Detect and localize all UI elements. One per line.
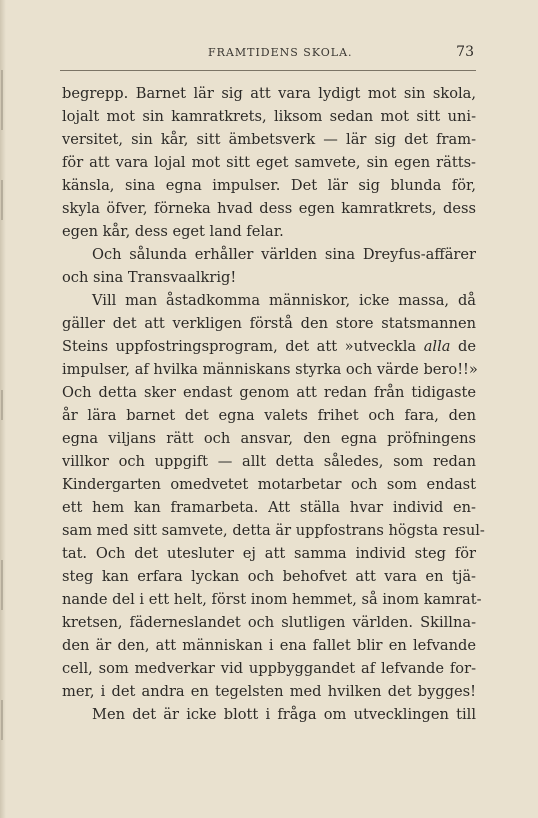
text-line: och sina Transvaalkrig! [62, 269, 237, 286]
text-line: cell, som medverkar vid uppbyggandet af lefvande for- [62, 660, 476, 677]
italic-word: alla [423, 338, 451, 355]
page-edge-mark [1, 560, 3, 610]
text-line: Steins uppfostringsprogram, det att »utveckla alla de [62, 338, 476, 355]
text-line: villkor och uppgift — allt detta således, som redan [62, 453, 476, 470]
text-line: Kindergarten omedvetet motarbetar och som endast [62, 476, 476, 493]
text-line: år lära barnet det egna valets frihet och fara, den [62, 407, 476, 424]
text-line: egna viljans rätt och ansvar, den egna pröfningens [62, 430, 476, 447]
text-line: mer, i det andra en tegelsten med hvilken det bygges! [62, 683, 476, 700]
running-head: FRAMTIDENS SKOLA. [208, 46, 353, 59]
text-line: Men det är icke blott i fråga om utvecklingen till [92, 706, 476, 723]
text-line: Vill man åstadkomma människor, icke massa, då [92, 292, 476, 309]
page-edge-mark [1, 70, 3, 130]
text-line: begrepp. Barnet lär sig att vara lydigt mot sin skola, [62, 85, 476, 102]
page-edge-mark [1, 390, 3, 420]
text-line: Och detta sker endast genom att redan från tidigaste [62, 384, 476, 401]
text-line: impulser, af hvilka människans styrka och värde bero!!» [62, 361, 478, 378]
text-line: nande del i ett helt, först inom hemmet, så inom kamrat- [62, 591, 482, 608]
text-line: egen kår, dess eget land felar. [62, 223, 284, 240]
page-header [62, 44, 476, 64]
text-line: versitet, sin kår, sitt ämbetsverk — lär sig det fram- [62, 131, 476, 148]
header-rule [60, 70, 476, 71]
text-line: den är den, att människan i ena fallet blir en lefvande [62, 637, 476, 654]
text-line: gäller det att verkligen förstå den store statsmannen [62, 315, 476, 332]
page-number: 73 [456, 44, 474, 60]
text-line: ett hem kan framarbeta. Att ställa hvar individ en- [62, 499, 476, 516]
text-line: kretsen, fäderneslandet och slutligen världen. Skillna- [62, 614, 476, 631]
text-line: lojalt mot sin kamratkrets, liksom sedan mot sitt uni- [62, 108, 476, 125]
text-line: för att vara lojal mot sitt eget samvete, sin egen rätts- [62, 154, 476, 171]
text-line: skyla öfver, förneka hvad dess egen kamratkrets, dess [62, 200, 476, 217]
text-line: sam med sitt samvete, detta är uppfostrans högsta resul- [62, 522, 485, 539]
page-edge-mark [1, 700, 3, 740]
text-line: steg kan erfara lyckan och behofvet att vara en tjä- [62, 568, 476, 585]
text-line: känsla, sina egna impulser. Det lär sig blunda för, [62, 177, 476, 194]
page-edge-mark [1, 180, 3, 220]
text-line: tat. Och det utesluter ej att samma individ steg för [62, 545, 476, 562]
text-line: Och sålunda erhåller världen sina Dreyfus-affärer [92, 246, 476, 263]
body-text [62, 82, 485, 726]
